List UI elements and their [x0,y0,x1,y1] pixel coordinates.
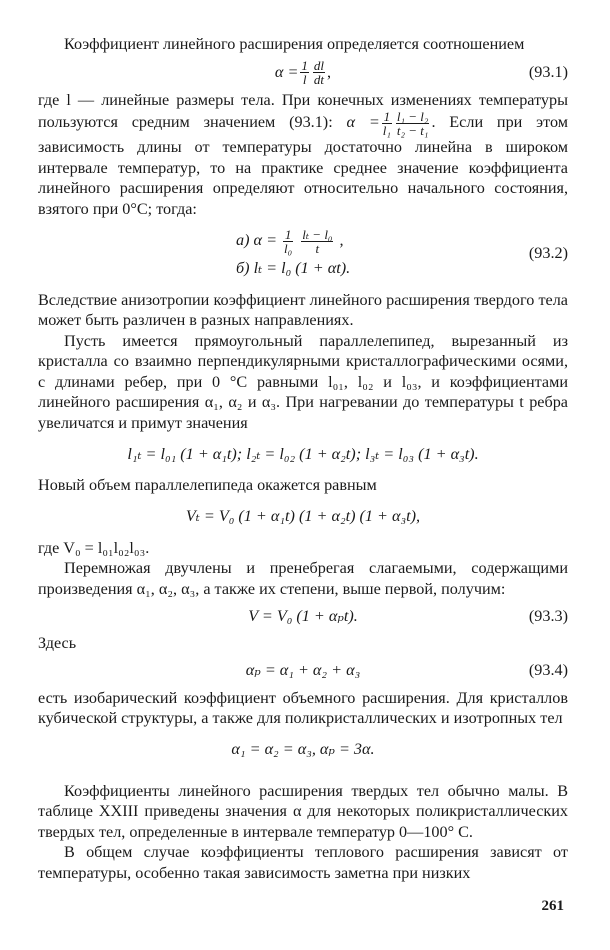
eq932-a-frac2 [301,228,333,255]
p2-f2-top: l₁ − l₂ [396,109,429,124]
p2-text-b: Если при этом зависимость длины от температуры достаточно линейна в широком интервале температур, то на практике среднее значение коэффициента линейного расширения определяют относительно начального состояния, взятого при 0°C; тогда: [38,113,568,218]
equation-93-3 [38,603,568,629]
equation-93-2 [38,225,568,282]
eq931-frac1 [300,59,309,86]
p2-frac2 [396,110,430,137]
equation-number: (93.2) [528,244,568,262]
eq931-lhs: α = [274,62,299,81]
p2-f1-bot: l₁ [382,123,391,138]
p2-f1-top: 1 [383,109,391,124]
eq933-text: V = V₀ (1 + αₚt). [248,606,358,625]
paragraph-isobaric: есть изобарический коэффициент объемного расширения. Для кристаллов кубической структуры, а также для поликристаллических и изотропных тел [38,688,568,727]
equation-volume: Vₜ = V₀ (1 + α₁t) (1 + α₂t) (1 + α₃t), [185,507,421,526]
eq932-a-f2-top: lₜ − l₀ [302,227,333,242]
eq932-lines [236,225,350,282]
equation-number: (93.1) [528,62,568,81]
eq931-f1-bot: l [302,71,307,87]
eq932-a-frac1 [283,228,293,255]
p2-formula-tail: . [431,113,436,132]
eq932-a-f1-bot: l₀ [284,241,293,256]
eq932-a-f2-bot: t [315,241,320,256]
eq931-f1-top: 1 [301,57,308,73]
paragraph-temperature-dependence: В общем случае коэффициенты теплового расширения зависят от температуры, особенно такая зависимость заметна при низких [38,843,568,882]
paragraph-mean-value [38,90,568,220]
paragraph-intro: Коэффициент линейного расширения определяется соотношением [64,35,525,53]
eq931-frac2 [313,59,325,86]
eq932-line-a [236,228,350,255]
equation-93-1 [38,59,568,86]
paragraph-table-xxiii: Коэффициенты линейного расширения твердых тел обычно малы. В таблице XXIII приведены значения α для некоторых поликристаллических твердых тел, определенные в интервале температур 0—100° C. [38,781,568,841]
paragraph-multiplying: Перемножая двучлены и пренебрегая слагаемыми, содержащими произведения α₁, α₂, α₃, а также их степени, выше первой, получим: [38,559,568,598]
eq931-f2-bot: dt [313,71,325,87]
equation-edge-lengths: l₁ₜ = l₀₁ (1 + α₁t); l₂ₜ = l₀₂ (1 + α₂t); l₃ₜ = l₀₃ (1 + α₃t). [127,444,479,463]
equation-number: (93.4) [528,661,568,680]
paragraph-v0-definition: где V₀ = l₀₁l₀₂l₀₃. [38,538,150,557]
spacer [38,771,568,781]
p2-formula-lhs: α = [346,113,380,132]
eq931-f2-top: dl [313,57,325,73]
paragraph-parallelepiped: Пусть имеется прямоугольный параллелепипед, вырезанный из кристалла со взаимно перпендикулярными кристаллографическими осями, с длинами ребер, при 0 °C равными l₀₁, l₀₂ и l₀₃, и коэффициентами линейного расширения α₁, α₂ и α₃. При нагревании до температуры t ребра увеличатся и примут значения [38,331,568,432]
paragraph-here: Здесь [38,634,77,652]
eq934-text: αₚ = α₁ + α₂ + α₃ [245,661,361,680]
equation-number: (93.3) [528,606,568,625]
page-number: 261 [541,898,564,914]
eq932-a-lhs: а) α = [236,231,277,250]
p2-frac1 [382,110,392,137]
paragraph-anisotropy: Вследствие анизотропии коэффициент линейного расширения твердого тела может быть различен в разных направлениях. [38,290,568,329]
equation-cubic: α₁ = α₂ = α₃, αₚ = 3α. [231,740,375,759]
p2-text-a: где l — линейные размеры тела. При конечных изменениях температуры пользуются средним значением (93.1): [38,90,568,132]
eq932-a-tail: , [339,231,344,250]
equation-93-4 [38,658,568,684]
p2-f2-bot: t₂ − t₁ [396,123,429,138]
paragraph-new-volume: Новый объем параллелепипеда окажется равным [38,476,377,494]
eq932-a-f1-top: 1 [284,227,292,242]
eq932-line-b: б) lₜ = l₀ (1 + αt). [236,259,351,277]
eq931-tail: , [327,62,332,81]
